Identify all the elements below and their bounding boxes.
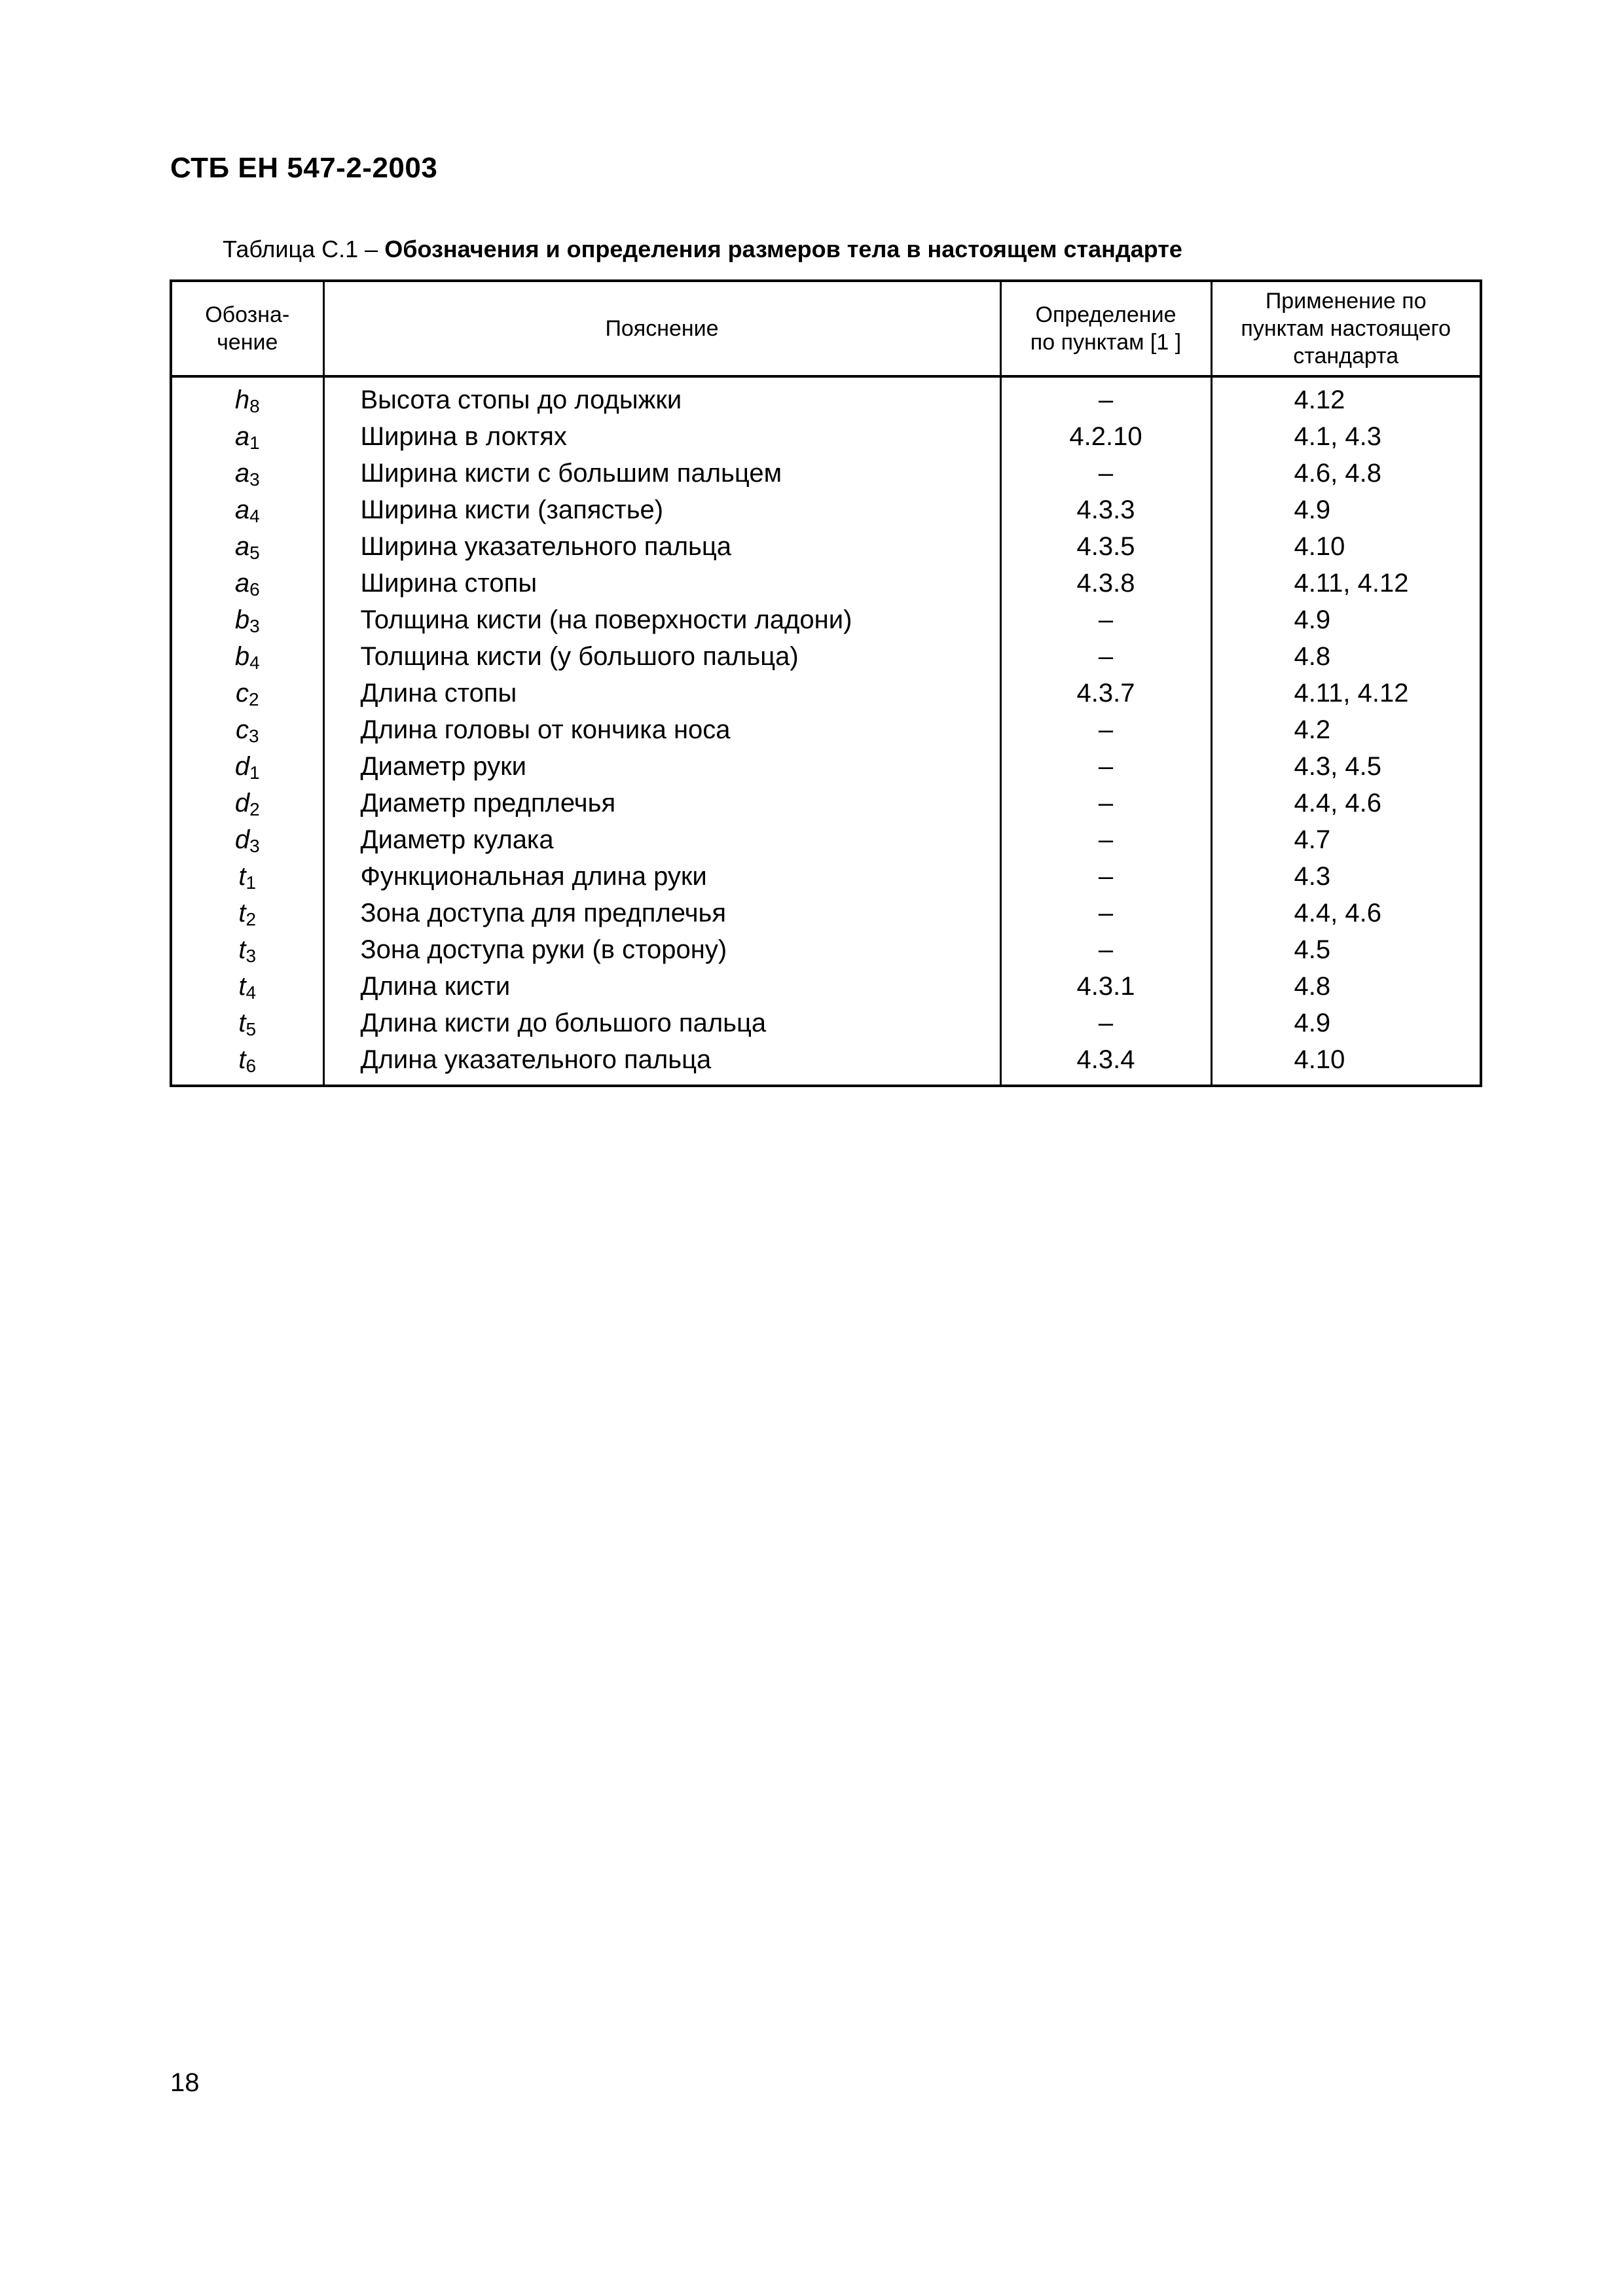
cell-symbol: [171, 455, 323, 492]
cell-definition-ref: 4.3.5: [1000, 528, 1211, 565]
cell-symbol: [171, 492, 323, 528]
cell-definition-ref: 4.3.8: [1000, 565, 1211, 601]
table-row: [171, 821, 1481, 858]
symbol-subscript: 4: [249, 506, 260, 526]
cell-symbol: [171, 418, 323, 455]
cell-definition-ref: 4.3.3: [1000, 492, 1211, 528]
table-header-row: [171, 281, 1481, 376]
cell-definition-ref: 4.3.1: [1000, 968, 1211, 1005]
symbol-subscript: 8: [249, 396, 260, 416]
cell-explanation: Диаметр руки: [323, 748, 1000, 785]
cell-symbol: [171, 785, 323, 821]
symbol-subscript: 1: [249, 433, 260, 453]
header-explanation: Пояснение: [323, 281, 1000, 376]
table-row: [171, 418, 1481, 455]
table-body: [171, 376, 1481, 1086]
symbol-letter: h: [234, 386, 250, 414]
symbol-subscript: 3: [249, 616, 260, 636]
cell-definition-ref: 4.2.10: [1000, 418, 1211, 455]
cell-application-ref: 4.11, 4.12: [1211, 565, 1481, 601]
symbol-subscript: 3: [249, 836, 260, 856]
page-number: 18: [170, 2068, 200, 2097]
cell-application-ref: 4.12: [1211, 376, 1481, 418]
cell-symbol: [171, 821, 323, 858]
cell-symbol: [171, 858, 323, 895]
symbol-letter: t: [238, 1009, 246, 1037]
header-definition: Определение по пунктам [1 ]: [1000, 281, 1211, 376]
cell-symbol: [171, 895, 323, 931]
table-row: [171, 931, 1481, 968]
symbol-letter: b: [234, 642, 250, 671]
symbol-letter: a: [234, 495, 250, 524]
table-row: [171, 1005, 1481, 1041]
cell-application-ref: 4.10: [1211, 1041, 1481, 1086]
table-row: [171, 528, 1481, 565]
symbol-letter: c: [235, 715, 249, 744]
symbol-letter: d: [234, 789, 250, 817]
cell-symbol: [171, 748, 323, 785]
symbol-subscript: 6: [246, 1056, 257, 1076]
cell-symbol: [171, 1005, 323, 1041]
symbol-subscript: 2: [246, 909, 257, 929]
cell-symbol: [171, 711, 323, 748]
symbol-subscript: 3: [248, 726, 259, 746]
header-application: Применение по пунктам настоящего стандарта: [1211, 281, 1481, 376]
cell-application-ref: 4.4, 4.6: [1211, 895, 1481, 931]
cell-application-ref: 4.9: [1211, 492, 1481, 528]
cell-application-ref: 4.2: [1211, 711, 1481, 748]
cell-definition-ref: –: [1000, 455, 1211, 492]
symbol-subscript: 4: [249, 653, 260, 673]
cell-definition-ref: –: [1000, 821, 1211, 858]
symbol-subscript: 1: [246, 872, 257, 893]
cell-explanation: Зона доступа руки (в сторону): [323, 931, 1000, 968]
symbol-subscript: 2: [248, 689, 259, 709]
cell-definition-ref: –: [1000, 931, 1211, 968]
cell-explanation: Длина кисти: [323, 968, 1000, 1005]
symbol-letter: t: [238, 899, 246, 927]
table-row: [171, 675, 1481, 711]
cell-definition-ref: –: [1000, 601, 1211, 638]
cell-explanation: Толщина кисти (на поверхности ладони): [323, 601, 1000, 638]
table-row: [171, 711, 1481, 748]
table-row: [171, 601, 1481, 638]
table-row: [171, 638, 1481, 675]
cell-definition-ref: –: [1000, 376, 1211, 418]
document-code: СТБ ЕН 547-2-2003: [170, 152, 438, 184]
cell-explanation: Ширина кисти (запястье): [323, 492, 1000, 528]
symbol-letter: a: [234, 459, 250, 488]
symbol-subscript: 3: [249, 469, 260, 490]
cell-application-ref: 4.4, 4.6: [1211, 785, 1481, 821]
cell-symbol: [171, 601, 323, 638]
cell-symbol: [171, 968, 323, 1005]
cell-explanation: Ширина стопы: [323, 565, 1000, 601]
cell-symbol: [171, 638, 323, 675]
cell-application-ref: 4.5: [1211, 931, 1481, 968]
cell-application-ref: 4.7: [1211, 821, 1481, 858]
cell-explanation: Толщина кисти (у большого пальца): [323, 638, 1000, 675]
cell-explanation: Диаметр кулака: [323, 821, 1000, 858]
table-row: [171, 748, 1481, 785]
cell-definition-ref: –: [1000, 858, 1211, 895]
symbol-letter: a: [234, 422, 250, 451]
cell-application-ref: 4.8: [1211, 638, 1481, 675]
cell-explanation: Ширина в локтях: [323, 418, 1000, 455]
table-row: [171, 492, 1481, 528]
symbol-letter: a: [234, 569, 250, 598]
cell-explanation: Функциональная длина руки: [323, 858, 1000, 895]
symbol-subscript: 5: [246, 1019, 257, 1039]
cell-symbol: [171, 565, 323, 601]
symbol-letter: d: [234, 752, 250, 781]
symbol-letter: t: [238, 972, 246, 1001]
table-row: [171, 968, 1481, 1005]
cell-application-ref: 4.8: [1211, 968, 1481, 1005]
cell-application-ref: 4.3, 4.5: [1211, 748, 1481, 785]
cell-definition-ref: –: [1000, 638, 1211, 675]
cell-definition-ref: –: [1000, 785, 1211, 821]
cell-explanation: Длина кисти до большого пальца: [323, 1005, 1000, 1041]
symbol-letter: t: [238, 862, 246, 891]
cell-application-ref: 4.1, 4.3: [1211, 418, 1481, 455]
table-caption-prefix: Таблица С.1 –: [223, 236, 385, 262]
cell-explanation: Длина стопы: [323, 675, 1000, 711]
table-row: [171, 1041, 1481, 1086]
table-row: [171, 376, 1481, 418]
cell-explanation: Зона доступа для предплечья: [323, 895, 1000, 931]
cell-explanation: Ширина указательного пальца: [323, 528, 1000, 565]
symbol-letter: d: [234, 825, 250, 854]
symbol-letter: b: [234, 605, 250, 634]
symbol-subscript: 6: [249, 579, 260, 600]
cell-application-ref: 4.9: [1211, 601, 1481, 638]
symbol-letter: t: [238, 935, 246, 964]
table-row: [171, 895, 1481, 931]
cell-symbol: [171, 675, 323, 711]
cell-definition-ref: 4.3.4: [1000, 1041, 1211, 1086]
symbol-subscript: 1: [249, 762, 260, 783]
cell-definition-ref: –: [1000, 1005, 1211, 1041]
table-row: [171, 565, 1481, 601]
symbol-subscript: 5: [249, 543, 260, 563]
table-row: [171, 785, 1481, 821]
definitions-table: [170, 279, 1482, 1087]
cell-symbol: [171, 528, 323, 565]
cell-definition-ref: –: [1000, 748, 1211, 785]
symbol-letter: c: [235, 679, 249, 708]
symbol-subscript: 2: [249, 799, 260, 819]
cell-definition-ref: –: [1000, 711, 1211, 748]
cell-definition-ref: –: [1000, 895, 1211, 931]
cell-symbol: [171, 376, 323, 418]
cell-explanation: Высота стопы до лодыжки: [323, 376, 1000, 418]
cell-explanation: Диаметр предплечья: [323, 785, 1000, 821]
cell-explanation: Ширина кисти с большим пальцем: [323, 455, 1000, 492]
symbol-letter: t: [238, 1045, 246, 1074]
cell-application-ref: 4.10: [1211, 528, 1481, 565]
cell-application-ref: 4.6, 4.8: [1211, 455, 1481, 492]
table-caption: [223, 236, 1182, 263]
cell-explanation: Длина указательного пальца: [323, 1041, 1000, 1086]
table-caption-title: Обозначения и определения размеров тела в настоящем стандарте: [384, 236, 1182, 262]
header-symbol: Обозна- чение: [171, 281, 323, 376]
cell-symbol: [171, 931, 323, 968]
cell-application-ref: 4.11, 4.12: [1211, 675, 1481, 711]
cell-definition-ref: 4.3.7: [1000, 675, 1211, 711]
cell-explanation: Длина головы от кончика носа: [323, 711, 1000, 748]
symbol-subscript: 3: [246, 946, 257, 966]
cell-symbol: [171, 1041, 323, 1086]
table-row: [171, 455, 1481, 492]
cell-application-ref: 4.3: [1211, 858, 1481, 895]
symbol-subscript: 4: [246, 982, 257, 1003]
cell-application-ref: 4.9: [1211, 1005, 1481, 1041]
table-row: [171, 858, 1481, 895]
symbol-letter: a: [234, 532, 250, 561]
